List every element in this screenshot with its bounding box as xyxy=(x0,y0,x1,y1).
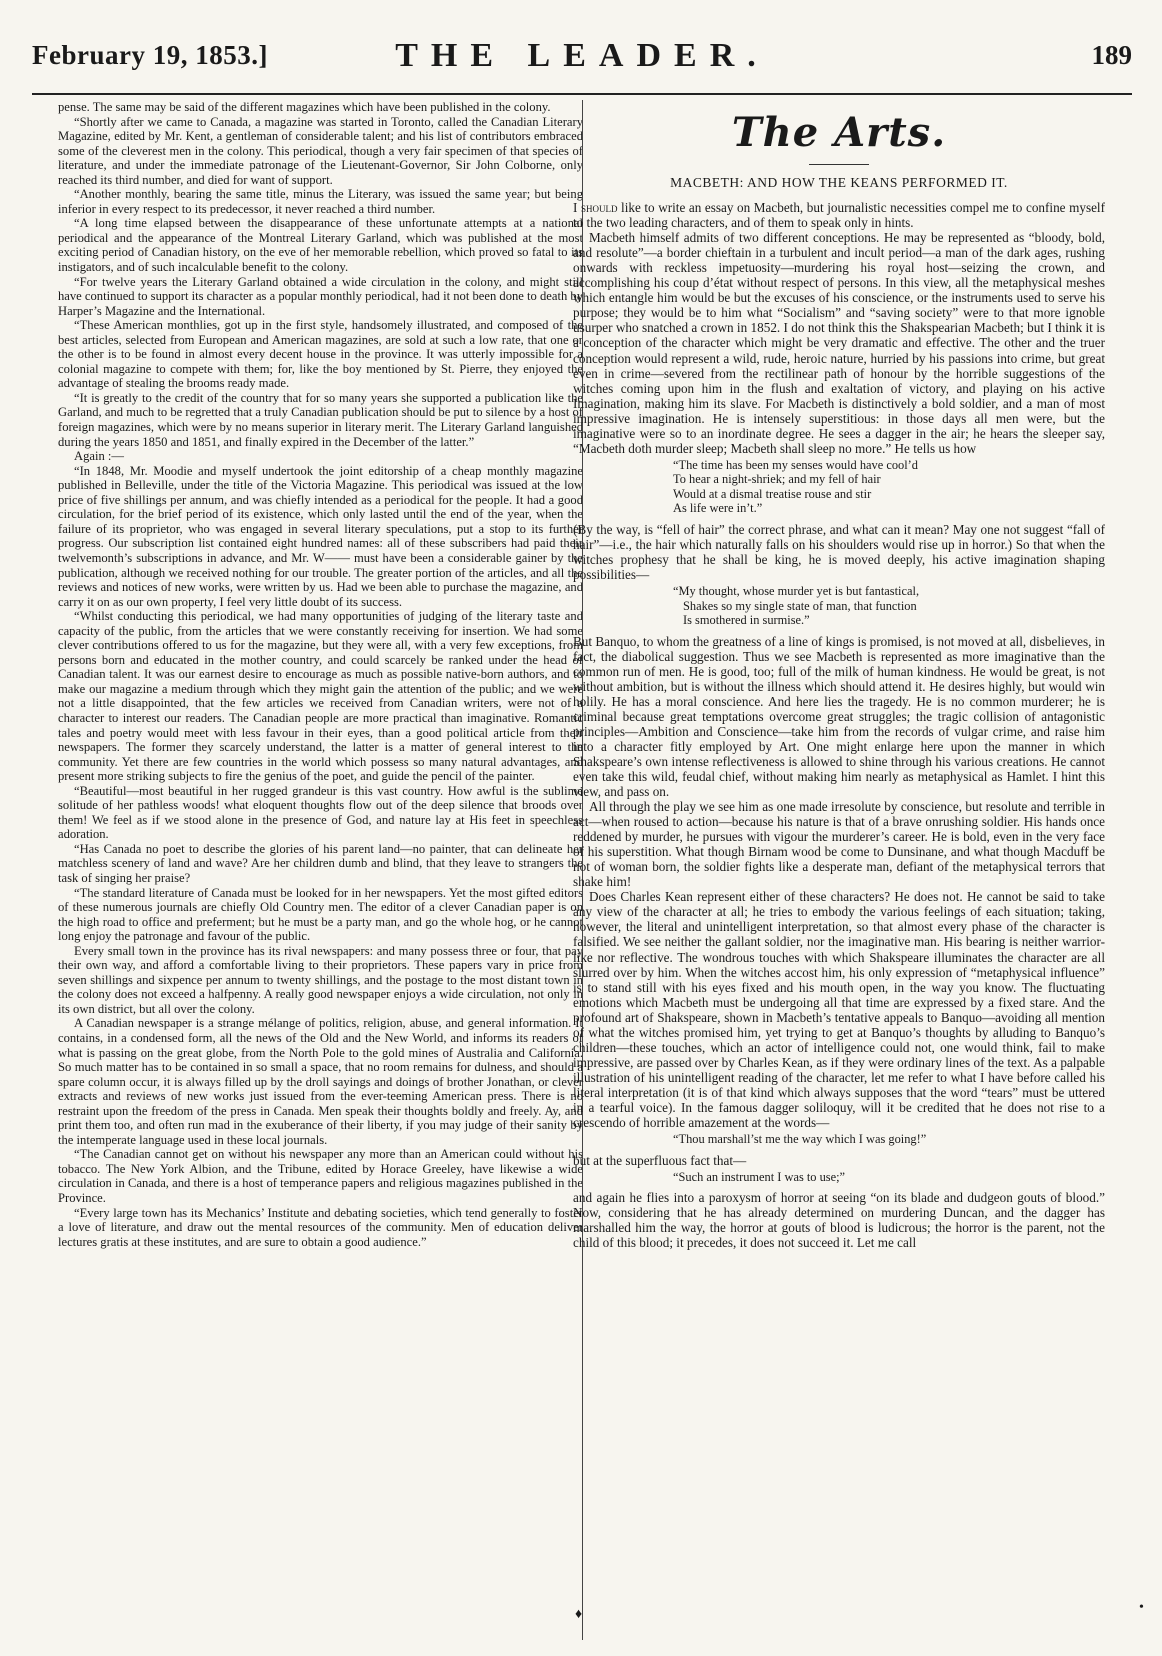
paragraph: “Another monthly, bearing the same title, minus the Literary, was issued the same year; but being inferior in every respect to its predecessor, it never reached a third number. xyxy=(58,187,583,216)
opening-paragraph xyxy=(573,200,1105,230)
ornament-mark: • xyxy=(1139,1600,1144,1615)
paragraph: Again :— xyxy=(74,449,125,464)
paragraph: “In 1848, Mr. Moodie and myself undertook the joint editorship of a cheap monthly magazine published in Belleville, under the title of the Victoria Magazine. This periodical was issued at the low price of five shillings per annum, and was chiefly intended as a periodical for the people. It had a good circulation, for the brief period of its existence, which only lasted until the end of the year, when the failure of its proprietor, who was engaged in several literary speculations, put a stop to its further progress. Our subscription list contained eight hundred names: all of these subscribers had paid their twelvemonth’s subscriptions in advance, and Mr. W—— must have been a considerable gainer by the publication, although we received nothing for our trouble. The greater portion of the articles, and all the reviews and notices of new works, were written by us. Had we been able to purchase the magazine, and carry it on as our own property, I feel very little doubt of its success. xyxy=(58,463,583,609)
verse-line: “My thought, whose murder yet is but fantastical, xyxy=(673,584,920,599)
verse-line: “The time has been my senses would have cool’d xyxy=(673,457,918,472)
right-column xyxy=(573,100,1105,1640)
verse-line: “Such an instrument I was to use;” xyxy=(673,1169,846,1184)
paragraph: but at the superfluous fact that— xyxy=(573,1152,747,1168)
paragraph: “The standard literature of Canada must be looked for in her newspapers. Yet the most gifted editors of these numerous journals are chiefly Old Country men. The editor of a clever Canadian paper is on the high road to office and preferment; but he must be a party man, and go the whole hog, or he cannot long enjoy the patronage and favour of the public. xyxy=(58,885,583,944)
opening-small-caps: I should xyxy=(573,200,618,216)
opening-text: like to write an essay on Macbeth, but journalistic necessities compel me to confine myself to the two leading characters, and of them to speak only in hints. xyxy=(573,200,1105,231)
paragraph: “For twelve years the Literary Garland obtained a wide circulation in the colony, and might still have continued to support its character as a popular monthly periodical, had it not been done to death by Harper’s Magazine and the International. xyxy=(58,274,583,318)
verse-line: To hear a night-shriek; and my fell of hair xyxy=(673,472,881,487)
masthead-title: THE LEADER. xyxy=(395,37,769,74)
verse-quote xyxy=(673,458,1105,516)
paragraph: “Shortly after we came to Canada, a magazine was started in Toronto, called the Canadian Literary Magazine, edited by Mr. Kent, a gentleman of considerable talent; and his list of contributors embraced some of the cleverest men in the colony. This periodical, though a very fair specimen of that species of literature, and under the immediate patronage of the Lieutenant-Governor, Sir John Colborne, only reached its third number, and died for want of support. xyxy=(58,114,583,187)
heading-rule xyxy=(809,164,869,165)
verse-quote xyxy=(673,584,1105,628)
issue-date: February 19, 1853.] xyxy=(32,40,268,70)
page-number: 189 xyxy=(1091,40,1132,70)
page-header xyxy=(32,37,1132,80)
paragraph: A Canadian newspaper is a strange mélange of politics, religion, abuse, and general information. It contains, in a condensed form, all the news of the Old and the New World, and informs its readers of what is passing on the great globe, from the North Pole to the gold mines of Australia and California. So much matter has to be contained in so small a space, that no room remains for dulness, and should a spare column occur, it is always filled up by the droll sayings and doings of brother Jonathan, or clever extracts and reviews of new works just issued from the ever-teeming American press. There is no restraint upon the freedom of the press in Canada. Men speak their thoughts boldly and freely. Ay, and print them too, and often run mad in the exuberance of their liberty, if you may judge of their sanity by the intemperate language used in these local journals. xyxy=(58,1016,583,1147)
verse-line: Shakes so my single state of man, that function xyxy=(683,598,917,613)
ornament-mark: ♦ xyxy=(575,1607,583,1622)
paragraph: “Has Canada no poet to describe the glories of his parent land—no painter, that can delineate her matchless scenery of land and wave? Are her children dumb and blind, that they leave to strangers the task of singing her praise? xyxy=(58,841,583,885)
paragraph: pense. The same may be said of the different magazines which have been published in the colony. xyxy=(58,100,551,114)
paragraph: But Banquo, to whom the greatness of a line of kings is promised, is not moved at all, disbelieves, in fact, the diabolical suggestion. Thus we see Macbeth is represented as more imaginative than the common run of men. He is good, too; full of the milk of human kindness. He would be great, is not without ambition, but is without the illness which should attend it. He desires highly, but would win holily. He has a moral conscience. And here lies the tragedy. He is no common murderer; he is criminal because great temptations overcome great struggles; the tragic collision of antagonistic principles—Ambition and Conscience—take him from the records of vulgar crime, and raise him into a character fitly employed by Art. One might enlarge here upon the manner in which Shakspeare’s own intense reflectiveness is allowed to shine through his various creations. He cannot even take this wild, feudal chief, without making him nearly as metaphysical as Hamlet. I hint this view, and pass on. xyxy=(573,633,1105,799)
verse-quote xyxy=(673,1170,1105,1185)
paragraph: “The Canadian cannot get on without his newspaper any more than an American could without his tobacco. The New York Albion, and the Tribune, edited by Horace Greeley, have likewise a wide circulation in Canada, and there is a host of temperance papers and religious magazines published in the Province. xyxy=(58,1147,583,1206)
paragraph: “A long time elapsed between the disappearance of these unfortunate attempts at a national periodical and the appearance of the Montreal Literary Garland, which was published at the most exciting period of Canadian history, on the eve of her memorable rebellion, which proved so fatal to its instigators, and of such incalculable benefit to the colony. xyxy=(58,216,583,275)
paragraph: “These American monthlies, got up in the first style, handsomely illustrated, and composed of the best articles, selected from European and American magazines, are sold at such a low rate, that one or the other is to be found in almost every decent house in the province. It was utterly impossible for a colonial magazine to compete with them; for, like the boy mentioned by St. Pierre, they enjoyed the advantage of stealing the brooms ready made. xyxy=(58,318,583,391)
paragraph: Macbeth himself admits of two different conceptions. He may be represented as “bloody, bold, and resolute”—a border chieftain in a turbulent and incult period—a man of the dark ages, rushing onwards with reckless impetuosity—murdering his royal host—seizing the crown, and accomplishing his coup d’état without respect of persons. In this view, all the metaphysical meshes which entangle him would be but the excuses of his conscience, or the instruments used to serve his purpose; they would be to him what “Socialism” and “saving society” were to that more ignoble usurper who snatched a crown in 1852. I do not think this the Shakspearian Macbeth; but I think it is a conception of the character which might be very dramatic and effective. The other and the truer conception would represent a wild, rude, heroic nature, hurried by his passions into crime, but great even in crime—severed from the rectilinear path of honour by the horrible suggestions of the witches coming upon him in the flush and exaltation of victory, and playing on his active Imagination, making him its slave. For Macbeth is distinctively a bold soldier, and a man of most impressive imagination. He is intensely superstitious: in those days all men were, but the imaginative were so to an inordinate degree. He sees a dagger in the air; he hears the sleeper say, “Macbeth doth murder sleep; Macbeth shall sleep no more.” He tells us how xyxy=(573,230,1105,456)
left-column xyxy=(58,100,583,1640)
verse-line: Is smothered in surmise.” xyxy=(683,613,810,628)
paragraph: “Beautiful—most beautiful in her rugged grandeur is this vast country. How awful is the sublime solitude of her pathless woods! what eloquent thoughts flow out of the deep silence that broods over them! We feel as if we stood alone in the presence of God, and nature lay at His feet in speechless adoration. xyxy=(58,783,583,842)
verse-line: As life were in’t.” xyxy=(673,501,763,516)
verse-line: Would at a dismal treatise rouse and stir xyxy=(673,486,872,501)
header-rule xyxy=(32,93,1132,95)
section-heading: The Arts. xyxy=(731,109,947,156)
paragraph: All through the play we see him as one made irresolute by conscience, but resolute and terrible in act—when roused to action—because his nature is that of a brave onrushing soldier. His hands once reddened by murder, he pursues with vigour the murderer’s career. He is bold, even in the very face of his superstition. What though Birnam wood be come to Dunsinane, and what though Macduff be not of woman born, the soldier fights like a desperate man, defiant of the metaphysical terrors that shake him! xyxy=(573,799,1105,890)
verse-quote xyxy=(673,1132,1105,1147)
paragraph: Every small town in the province has its rival newspapers: and many possess three or four, that pay their own way, and afford a comfortable living to their proprietors. These papers vary in price from seven shillings and sixpence per annum to twenty shillings, and the postage to the most distant town in the colony does not exceed a halfpenny. A really good newspaper enjoys a wide circulation, not only in its own district, but all over the colony. xyxy=(58,943,583,1016)
paragraph: and again he flies into a paroxysm of horror at seeing “on its blade and dudgeon gouts of blood.” Now, considering that he has already determined on murdering Duncan, and the dagger has marshalled him the way, the horror at gouts of blood is ludicrous; the horror is the parent, not the child of this blood; it precedes, it does not succeed it. Let me call xyxy=(573,1190,1105,1251)
paragraph: “Every large town has its Mechanics’ Institute and debating societies, which tend generally to foster a love of literature, and draw out the mental resources of the community. Men of education deliver lectures gratis at these institutes, and are sure to obtain a good audience.” xyxy=(58,1205,583,1249)
paragraph: “Whilst conducting this periodical, we had many opportunities of judging of the literary taste and capacity of the public, from the articles that we were constantly receiving for insertion. We had some clever contributions offered to us for the magazine, but they were all, with a very few exceptions, from persons born and educated in the mother country, and could scarcely be ranked under the head of Canadian talent. It was our earnest desire to encourage as much as possible native-born authors, and to make our magazine a medium through which they might gain the attention of the public; and we were not a little disappointed, that the few articles we received from Canadian writers, were not of a character to interest our readers. The Canadian people are more practical than imaginative. Romantic tales and poetry would meet with less favour in their eyes, than a good political article from their newspapers. The former they scarcely understand, the latter is a matter of general interest to the community. Yet there are few countries in the world which possess so many natural advantages, and present more striking subjects to fire the genius of the poet, and guide the pencil of the painter. xyxy=(58,609,583,784)
paragraph: “It is greatly to the credit of the country that for so many years she supported a publication like the Garland, and much to be regretted that a truly Canadian publication should be put to silence by a host of foreign magazines, which were by no means superior in literary merit. The Literary Garland languished during the years 1850 and 1851, and finally expired in the December of the latter.” xyxy=(58,390,583,449)
verse-line: “Thou marshall’st me the way which I was going!” xyxy=(673,1132,927,1147)
article-title: MACBETH: AND HOW THE KEANS PERFORMED IT. xyxy=(670,175,1008,190)
paragraph: Does Charles Kean represent either of these characters? He does not. He cannot be said to take any view of the character at all; he tries to embody the various feelings of each situation; taking, however, the literal and unintelligent interpretation, so that almost every phase of the character is falsified. We see neither the gallant soldier, nor the imaginative man. His bearing is neither warrior-like nor reflective. The wondrous touches with which Shakspeare illuminates the character are all slurred over by him. When the witches accost him, his only expression of “metaphysical influence” is to stand still with his eyes fixed and his mouth open, in the way you know. The fluctuating emotions which Macbeth must be undergoing all that time are expressed by a fixed stare. And the profound art of Shakspeare, shown in Macbeth’s tentative appeals to Banquo—avoiding all mention of what the witches promised him, yet trying to get at Banquo’s thoughts by alluding to Banquo’s children—these touches, which an actor of intelligence could not, one would think, fail to make impressive, are passed over by Charles Kean, as if they were ordinary lines of the text. As a palpable illustration of his unintelligent reading of the character, let me refer to what I have before called his literal interpretation (it is of that kind which always supposes that the word “tears” must be uttered in a tearful voice). In the famous dagger soliloquy, will it be credited that he does not rise to a crescendo of horrible amazement at the words— xyxy=(573,889,1105,1131)
paragraph: (By the way, is “fell of hair” the correct phrase, and what can it mean? May one not suggest “fall of hair”—i.e., the hair which naturally falls on his shoulders would rise up in horror.) So that when the witches prophesy that he shall be king, he is moved deeply, his active imagination shaping possibilities— xyxy=(573,521,1105,582)
